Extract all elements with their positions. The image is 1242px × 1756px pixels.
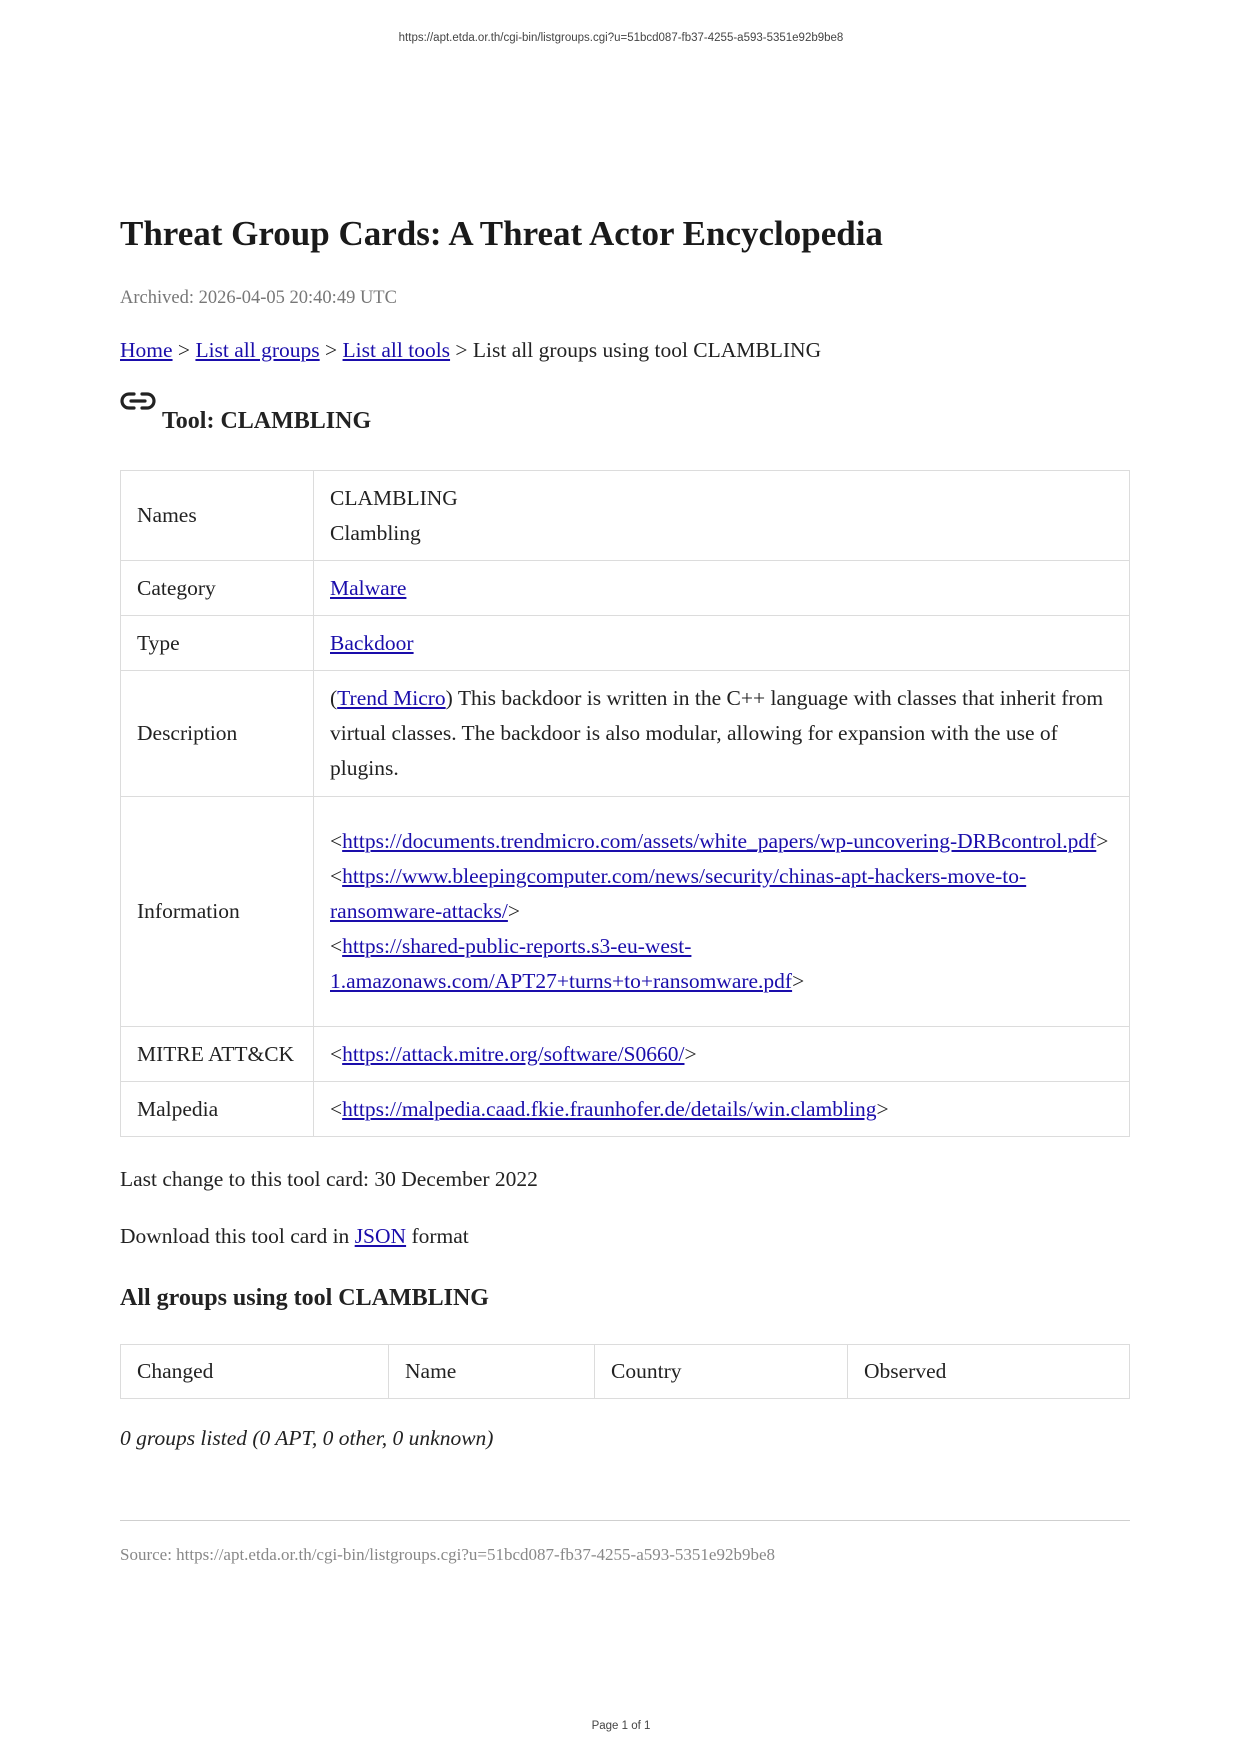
download-prefix: Download this tool card in xyxy=(120,1224,355,1248)
download-suffix: format xyxy=(406,1224,469,1248)
description-value xyxy=(314,671,1130,797)
table-row xyxy=(121,616,1130,671)
mitre-label: MITRE ATT&CK xyxy=(121,1027,314,1082)
page-number: Page 1 of 1 xyxy=(591,1720,651,1732)
breadcrumb-separator: > xyxy=(172,338,196,362)
information-label: Information xyxy=(121,797,314,1027)
tool-info-table xyxy=(120,470,1130,1137)
column-header-changed: Changed xyxy=(121,1345,389,1399)
column-header-name: Name xyxy=(389,1345,595,1399)
breadcrumb xyxy=(120,338,821,363)
description-text: ) This backdoor is written in the C++ language with classes that inherit from virtual classes. The backdoor is also modular, allowing for expansion with the use of plugins. xyxy=(330,686,1104,780)
column-header-country: Country xyxy=(595,1345,848,1399)
table-row xyxy=(121,1027,1130,1082)
description-open-paren: ( xyxy=(330,686,338,710)
source-url: Source: https://apt.etda.or.th/cgi-bin/listgroups.cgi?u=51bcd087-fb37-4255-a593-5351e92b9be8 xyxy=(120,1545,775,1564)
divider xyxy=(120,1520,1130,1521)
names-label: Names xyxy=(121,471,314,561)
information-item: <https://documents.trendmicro.com/assets/white_papers/wp-uncovering-DRBcontrol.pdf> xyxy=(330,829,1109,853)
groups-table xyxy=(120,1344,1130,1399)
table-row xyxy=(121,797,1130,1027)
groups-heading: All groups using tool CLAMBLING xyxy=(120,1285,489,1311)
type-value xyxy=(314,616,1130,671)
names-value xyxy=(314,471,1130,561)
breadcrumb-home-link[interactable]: Home xyxy=(120,338,173,362)
name-primary: CLAMBLING xyxy=(330,485,458,510)
table-header-row xyxy=(121,1345,1130,1399)
table-row xyxy=(121,1082,1130,1137)
download-line xyxy=(120,1224,469,1249)
column-header-observed: Observed xyxy=(848,1345,1130,1399)
information-link-bleepingcomputer[interactable]: https://www.bleepingcomputer.com/news/security/chinas-apt-hackers-move-to-ransomware-attacks/ xyxy=(330,864,1027,923)
malpedia-value: <https://malpedia.caad.fkie.fraunhofer.de/details/win.clambling> xyxy=(314,1082,1130,1137)
table-row xyxy=(121,671,1130,797)
tool-heading xyxy=(120,402,371,435)
breadcrumb-tools-link[interactable]: List all tools xyxy=(342,338,451,362)
information-item: <https://shared-public-reports.s3-eu-west-1.amazonaws.com/APT27+turns+to+ransomware.pdf> xyxy=(330,934,805,993)
mitre-link[interactable]: https://attack.mitre.org/software/S0660/ xyxy=(342,1041,685,1066)
category-link[interactable]: Malware xyxy=(330,575,407,600)
breadcrumb-separator: > xyxy=(319,338,343,362)
type-link[interactable]: Backdoor xyxy=(330,630,414,655)
last-change-text: Last change to this tool card: 30 December 2022 xyxy=(120,1167,538,1191)
description-source-link[interactable]: Trend Micro xyxy=(337,686,446,710)
tool-heading-text: Tool: CLAMBLING xyxy=(162,408,372,434)
description-label: Description xyxy=(121,671,314,797)
information-link-trendmicro[interactable]: https://documents.trendmicro.com/assets/white_papers/wp-uncovering-DRBcontrol.pdf xyxy=(342,829,1097,853)
information-item: <https://www.bleepingcomputer.com/news/security/chinas-apt-hackers-move-to-ransomware-attacks/> xyxy=(330,864,1027,923)
groups-summary: 0 groups listed (0 APT, 0 other, 0 unknown) xyxy=(120,1426,494,1450)
archived-timestamp: Archived: 2026-04-05 20:40:49 UTC xyxy=(120,288,397,308)
table-row xyxy=(121,471,1130,561)
link-icon xyxy=(120,388,156,416)
information-link-amazonaws[interactable]: https://shared-public-reports.s3-eu-west-1.amazonaws.com/APT27+turns+to+ransomware.pdf xyxy=(330,934,793,993)
print-header-url: https://apt.etda.or.th/cgi-bin/listgroups.cgi?u=51bcd087-fb37-4255-a593-5351e92b9be8 xyxy=(398,32,844,44)
type-label: Type xyxy=(121,616,314,671)
information-value xyxy=(314,797,1130,1027)
mitre-value: <https://attack.mitre.org/software/S0660/> xyxy=(314,1027,1130,1082)
malpedia-link[interactable]: https://malpedia.caad.fkie.fraunhofer.de/details/win.clambling xyxy=(342,1096,877,1121)
name-alias: Clambling xyxy=(330,520,421,545)
breadcrumb-current: > List all groups using tool CLAMBLING xyxy=(450,338,822,362)
breadcrumb-groups-link[interactable]: List all groups xyxy=(195,338,320,362)
download-json-link[interactable]: JSON xyxy=(354,1224,407,1248)
page-title: Threat Group Cards: A Threat Actor Encyclopedia xyxy=(120,214,883,253)
category-value xyxy=(314,561,1130,616)
malpedia-label: Malpedia xyxy=(121,1082,314,1137)
category-label: Category xyxy=(121,561,314,616)
table-row xyxy=(121,561,1130,616)
